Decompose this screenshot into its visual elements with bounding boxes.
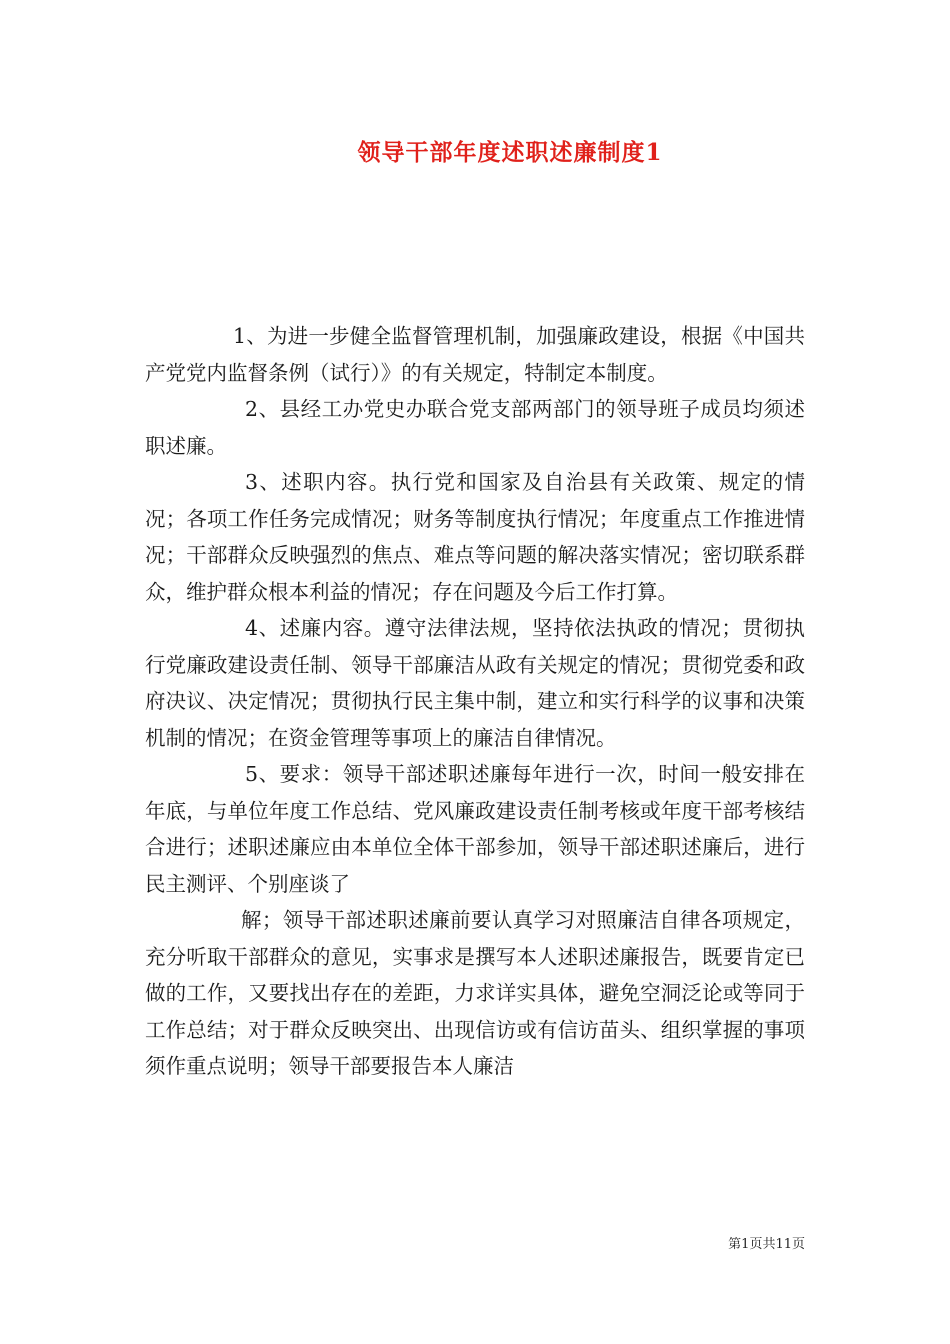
paragraph-3: 3、述职内容。执行党和国家及自治县有关政策、规定的情况；各项工作任务完成情况；财务等制度执行情况；年度重点工作推进情况；干部群众反映强烈的焦点、难点等问题的解决落实情况；密切联系群众，维护群众根本利益的情况；存在问题及今后工作打算。: [145, 470, 805, 604]
paragraph-1: 1、为进一步健全监督管理机制，加强廉政建设，根据《中国共产党党内监督条例（试行）》的有关规定，特制定本制度。: [145, 324, 805, 385]
paragraph-6: 解；领导干部述职述廉前要认真学习对照廉洁自律各项规定，充分听取干部群众的意见，实事求是撰写本人述职述廉报告，既要肯定已做的工作，又要找出存在的差距，力求详实具体，避免空洞泛论或等同于工作总结；对于群众反映突出、出现信访或有信访苗头、组织掌握的事项须作重点说明；领导干部要报告本人廉洁: [145, 908, 805, 1078]
page-title: 领导干部年度述职述廉制度1: [357, 139, 663, 166]
paragraph-2: 2、县经工办党史办联合党支部两部门的领导班子成员均须述职述廉。: [145, 397, 805, 458]
page-number: 第1页共11页: [728, 1237, 805, 1252]
paragraph-5: 5、要求：领导干部述职述廉每年进行一次，时间一般安排在年底，与单位年度工作总结、党风廉政建设责任制考核或年度干部考核结合进行；述职述廉应由本单位全体干部参加，领导干部述职述廉后，进行民主测评、个别座谈了: [145, 762, 805, 896]
paragraph-4: 4、述廉内容。遵守法律法规，坚持依法执政的情况；贯彻执行党廉政建设责任制、领导干部廉洁从政有关规定的情况；贯彻党委和政府决议、决定情况；贯彻执行民主集中制，建立和实行科学的议事和决策机制的情况；在资金管理等事项上的廉洁自律情况。: [145, 616, 805, 750]
document-body: [145, 318, 805, 1085]
